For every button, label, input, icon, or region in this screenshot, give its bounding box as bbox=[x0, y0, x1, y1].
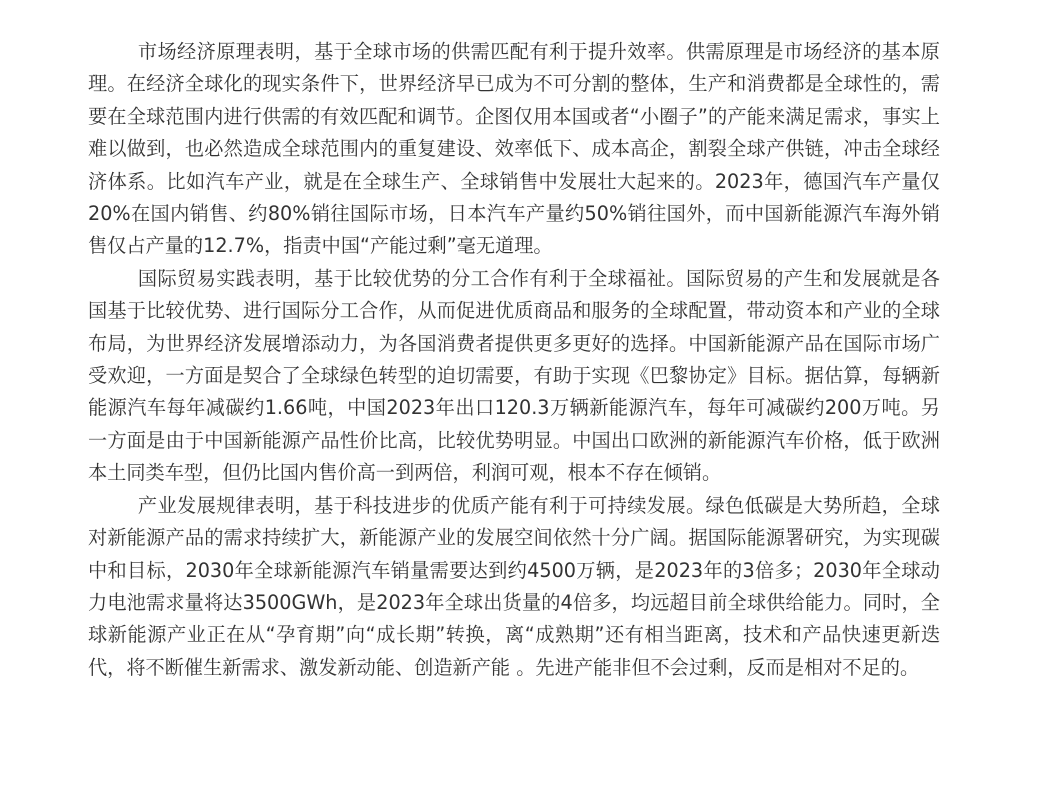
article-body bbox=[88, 36, 940, 684]
paragraph-industry-development: 产业发展规律表明，基于科技进步的优质产能有利于可持续发展。绿色低碳是大势所趋，全球对新能源产品的需求持续扩大，新能源产业的发展空间依然十分广阔。据国际能源署研究，为实现碳中和目标，2030年全球新能源汽车销量需要达到约4500万辆，是2023年的3倍多；2030年全球动力电池需求量将达3500GWh，是2023年全球出货量的4倍多，均远超目前全球供给能力。同时，全球新能源产业正在从“孕育期”向“成长期”转换，离“成熟期”还有相当距离，技术和产品快速更新迭代，将不断催生新需求、激发新动能、创造新产能 。先进产能非但不会过剩，反而是相对不足的。 bbox=[88, 493, 940, 679]
paragraph-trade-practice: 国际贸易实践表明，基于比较优势的分工合作有利于全球福祉。国际贸易的产生和发展就是各国基于比较优势、进行国际分工合作，从而促进优质商品和服务的全球配置，带动资本和产业的全球布局，为世界经济发展增添动力，为各国消费者提供更多更好的选择。中国新能源产品在国际市场广受欢迎，一方面是契合了全球绿色转型的迫切需要，有助于实现《巴黎协定》目标。据估算，每辆新能源汽车每年减碳约1.66吨，中国2023年出口120.3万辆新能源汽车，每年可减碳约200万吨。另一方面是由于中国新能源产品性价比高，比较优势明显。中国出口欧洲的新能源汽车价格，低于欧洲本土同类车型，但仍比国内售价高一到两倍，利润可观，根本不存在倾销。 bbox=[88, 266, 940, 485]
paragraph-market-principle: 市场经济原理表明，基于全球市场的供需匹配有利于提升效率。供需原理是市场经济的基本原理。在经济全球化的现实条件下，世界经济早已成为不可分割的整体，生产和消费都是全球性的，需要在全球范围内进行供需的有效匹配和调节。企图仅用本国或者“小圈子”的产能来满足需求，事实上难以做到，也必然造成全球范围内的重复建设、效率低下、成本高企，割裂全球产供链，冲击全球经济体系。比如汽车产业，就是在全球生产、全球销售中发展壮大起来的。2023年，德国汽车产量仅20%在国内销售、约80%销往国际市场，日本汽车产量约50%销往国外，而中国新能源汽车海外销售仅占产量的12.7%，指责中国“产能过剩”毫无道理。 bbox=[88, 40, 940, 258]
